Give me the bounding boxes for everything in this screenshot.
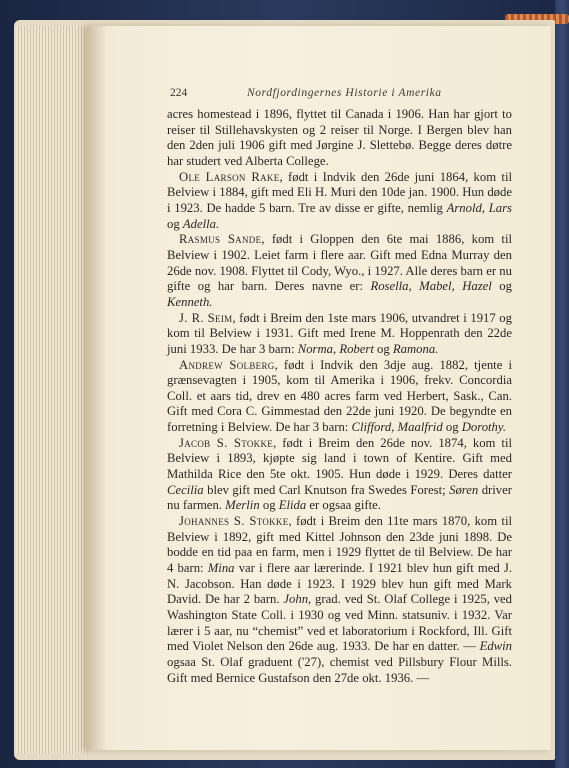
- text-run: driver nu farmen.: [167, 482, 512, 513]
- italic-names: Mina: [207, 561, 235, 576]
- italic-names: Merlin: [225, 498, 260, 513]
- person-name: Jacob S. Stokke: [179, 435, 274, 450]
- entry-rasmus-sande: [167, 232, 512, 310]
- text-run: grad. ved St. Olaf College i 1925, ved Washington State Coll. i 1930 og ved Minn. statsuniv. i 1932. Var lærer i 5 aar, nu “chemist” ved et laboratorium i Rockford, Ill. Gift med Violet Nelson den 26de aug. 1933. De har en datter. —: [167, 592, 513, 654]
- text-run: acres homestead i 1896, flyttet til Canada i 1906. Han har gjort to reiser til Stillehavskysten og 2 reiser til Norge. I Bergen blev han den 2den juli 1906 gift med Jørgine J. Slettebø. Begge deres døtre har studert ved Alberta College.: [167, 107, 512, 168]
- body-text: [167, 107, 512, 686]
- italic-names: Dorothy.: [461, 420, 507, 435]
- text-run: og: [259, 498, 279, 513]
- cover-edge: [555, 0, 569, 768]
- italic-names: Norma, Robert: [297, 341, 374, 356]
- text-run: var i flere aar lærerinde. I 1921 blev hun gift med J. N. Jacobson. Han døde i 1923. I 1929 blev hun gift med Mark David. De har 2 barn.: [167, 561, 512, 607]
- italic-names: Edwin: [479, 639, 512, 654]
- entry-jacob-s-stokke: [167, 436, 512, 514]
- italic-names: Adella.: [182, 216, 220, 231]
- text-run: og: [491, 279, 512, 294]
- italic-names: Cecilia: [167, 482, 204, 497]
- person-name: Rasmus Sande: [179, 232, 262, 247]
- italic-names: Rosella, Mabel, Hazel: [370, 279, 492, 294]
- text-run: er ogsaa gifte.: [306, 498, 381, 513]
- italic-names: Clifford, Maalfrid: [351, 420, 443, 435]
- entry-andrew-solberg: [167, 358, 512, 436]
- italic-names: Ramona.: [392, 341, 439, 356]
- running-head: [170, 87, 510, 103]
- person-name: Ole Larson Rake: [179, 169, 280, 184]
- entry-johannes-s-stokke: [167, 514, 512, 686]
- person-name: J. R. Seim: [179, 310, 233, 325]
- italic-names: Elida: [278, 498, 307, 513]
- italic-names: Kenneth.: [167, 294, 213, 309]
- entry-ole-larson-rake: [167, 170, 512, 233]
- text-run: , født i Breim den 1ste mars 1906, utvandret i 1917 og kom til Belview i 1931. Gift med Irene M. Hoppenrath den 22de juni 1933. De har 3 barn:: [167, 310, 512, 356]
- page-edges: [16, 26, 88, 754]
- book-title: Nordfjordingernes Historie i Amerika: [247, 87, 442, 99]
- text-run: , født i Breim den 11te mars 1870, kom til Belview i 1892, gift med Kittel Johnson den 23de juni 1898. De bodde en tid paa en farm, men i 1929 flyttet de til Belview. De har 4 barn:: [167, 514, 512, 576]
- person-name: Johannes S. Stokke: [179, 514, 289, 529]
- text-run: blev gift med Carl Knutson fra Swedes Forest;: [203, 482, 450, 497]
- page-number: 224: [170, 87, 188, 99]
- italic-names: John,: [283, 592, 312, 607]
- text-run: og: [373, 341, 393, 356]
- text-run: og: [442, 420, 462, 435]
- person-name: Andrew Solberg: [179, 357, 275, 372]
- text-run: og: [167, 216, 183, 231]
- gutter-shadow: [86, 26, 106, 750]
- text-run: , født i Indvik den 26de juni 1864, kom til Belview i 1884, gift med Eli H. Muri den 10de jan. 1900. Hun døde i 1923. De hadde 5 barn. Tre av disse er gifte, nemlig: [167, 169, 512, 215]
- text-run: , født i Breim den 26de nov. 1874, kom til Belview i 1893, kjøpte sig land i town of Kentire. Gift med Mathilda Rice den 5te okt. 1905. Hun døde i 1929. Deres datter: [167, 435, 513, 482]
- italic-names: Arnold, Lars: [446, 200, 512, 215]
- text-run: , født i Indvik den 3dje aug. 1882, tjente i grænsevagten i 1905, kom til Amerika i 1906, frekv. Concordia Coll. et aars tid, drev en 480 acres farm ved Herbert, Sask., Can. Gift med Cora C. Gimmestad den 22de juni 1920. De begyndte en forretning i Belview. De har 3 barn:: [167, 357, 512, 435]
- italic-names: Søren: [449, 482, 479, 497]
- text-run: ogsaa St. Olaf graduent ('27), chemist ved Pillsbury Flour Mills. Gift med Bernice Gustafson den 27de okt. 1936. —: [167, 654, 512, 685]
- paragraph-continuation: [167, 107, 512, 170]
- entry-j-r-seim: [167, 311, 512, 358]
- text-run: , født i Gloppen den 6te mai 1886, kom til Belview i 1902. Leiet farm i flere aar. Gift med Edna Murray den 26de nov. 1908. Flyttet til Cody, Wyo., i 1927. Alle deres barn er nu gifte og har barn. Deres navne er:: [167, 232, 512, 294]
